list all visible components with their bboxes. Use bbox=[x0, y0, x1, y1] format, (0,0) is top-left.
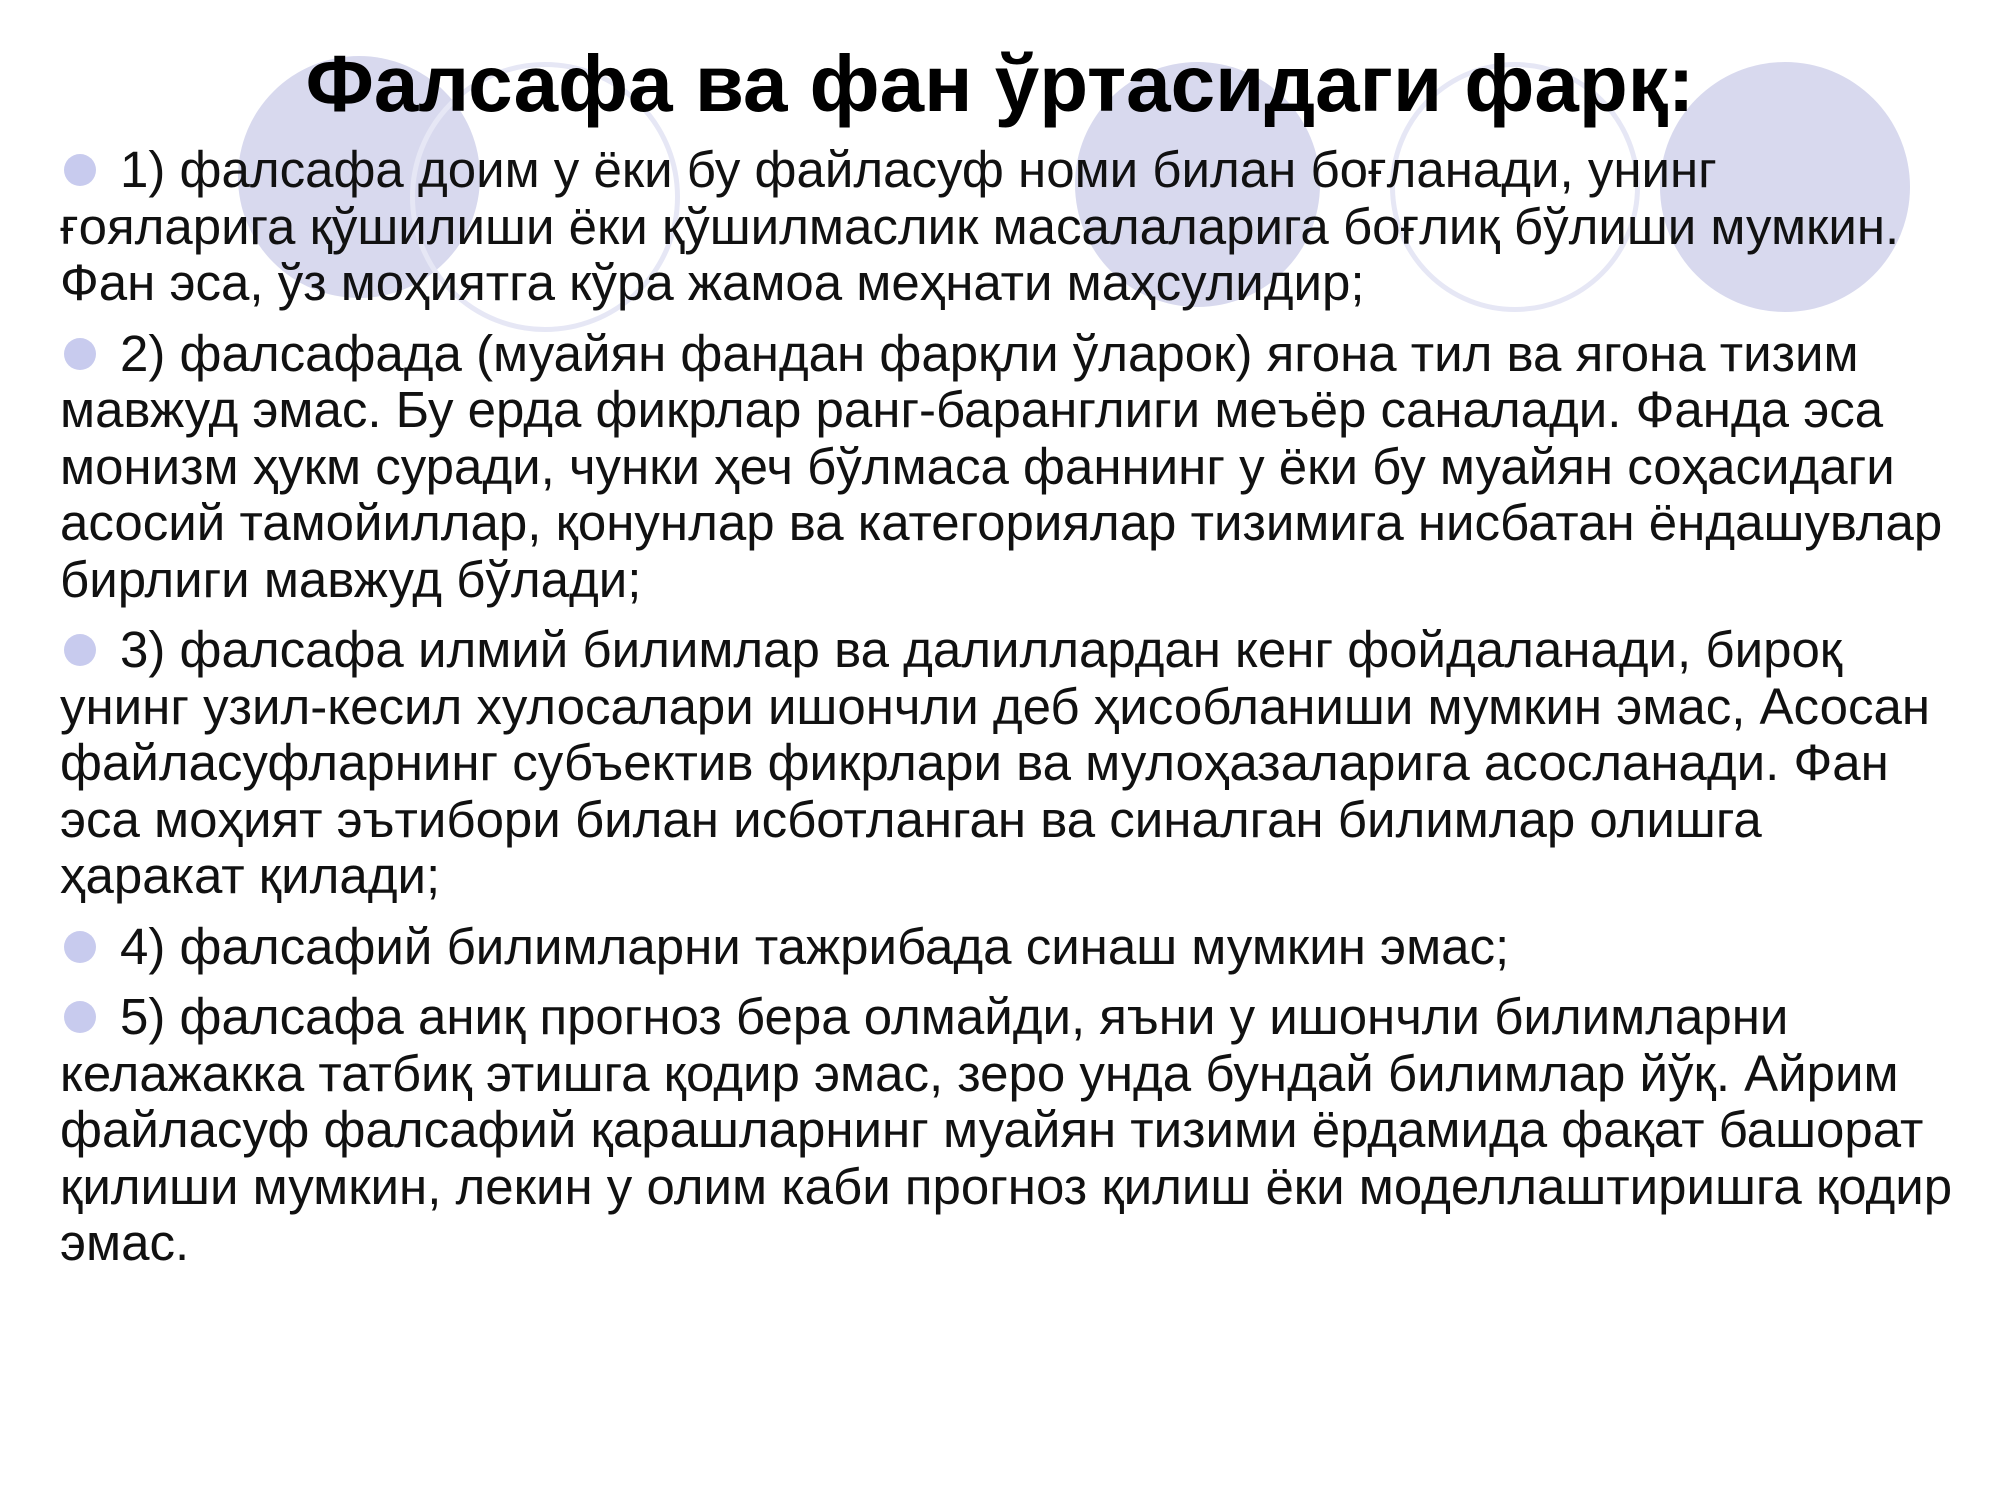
bullet-icon bbox=[64, 1001, 96, 1033]
bullet-icon bbox=[64, 931, 96, 963]
bullet-item bbox=[60, 326, 1960, 609]
bullet-item bbox=[60, 142, 1960, 312]
bullet-item bbox=[60, 989, 1960, 1272]
bullet-item bbox=[60, 919, 1960, 976]
bullet-text: 1) фалсафа доим у ёки бу файласуф номи билан боғланади, унинг ғояларига қўшилиши ёки қўшилмаслик масалаларига боғлиқ бўлиши мумкин. Фан эса, ўз моҳиятга кўра жамоа меҳнати маҳсулидир; bbox=[60, 141, 1900, 311]
bullet-item bbox=[60, 622, 1960, 905]
bullet-list bbox=[60, 142, 1960, 1286]
bullet-icon bbox=[64, 634, 96, 666]
bullet-icon bbox=[64, 338, 96, 370]
bullet-text: 3) фалсафа илмий билимлар ва далиллардан кенг фойдаланади, бироқ унинг узил-кесил хулосалари ишончли деб ҳисобланиши мумкин эмас, Асосан файласуфларнинг субъектив фикрлари ва мулоҳазаларига асосланади. Фан эса моҳият эътибори билан исботланган ва синалган билимлар олишга ҳаракат қилади; bbox=[60, 621, 1931, 904]
slide-title: Фалсафа ва фан ўртасидаги фарқ: bbox=[305, 39, 1695, 128]
bullet-text: 4) фалсафий билимларни тажрибада синаш мумкин эмас; bbox=[120, 917, 1510, 975]
bullet-icon bbox=[64, 154, 96, 186]
bullet-text: 2) фалсафада (муайян фандан фарқли ўларок) ягона тил ва ягона тизим мавжуд эмас. Бу ерда фикрлар ранг-баранглиги меъёр саналади. Фанда эса монизм ҳукм суради, чунки ҳеч бўлмаса фаннинг у ёки бу муайян соҳасидаги асосий тамойиллар, қонунлар ва категориялар тизимига нисбатан ёндашувлар бирлиги мавжуд бўлади; bbox=[60, 324, 1943, 608]
bullet-text: 5) фалсафа аниқ прогноз бера олмайди, яъни у ишончли билимларни келажакка татбиқ этишга қодир эмас, зеро унда бундай билимлар йўқ. Айрим файласуф фалсафий қарашларнинг муайян тизими ёрдамида фақат башорат қилиши мумкин, лекин у олим каби прогноз қилиш ёки моделлаштиришга қодир эмас. bbox=[60, 988, 1953, 1271]
